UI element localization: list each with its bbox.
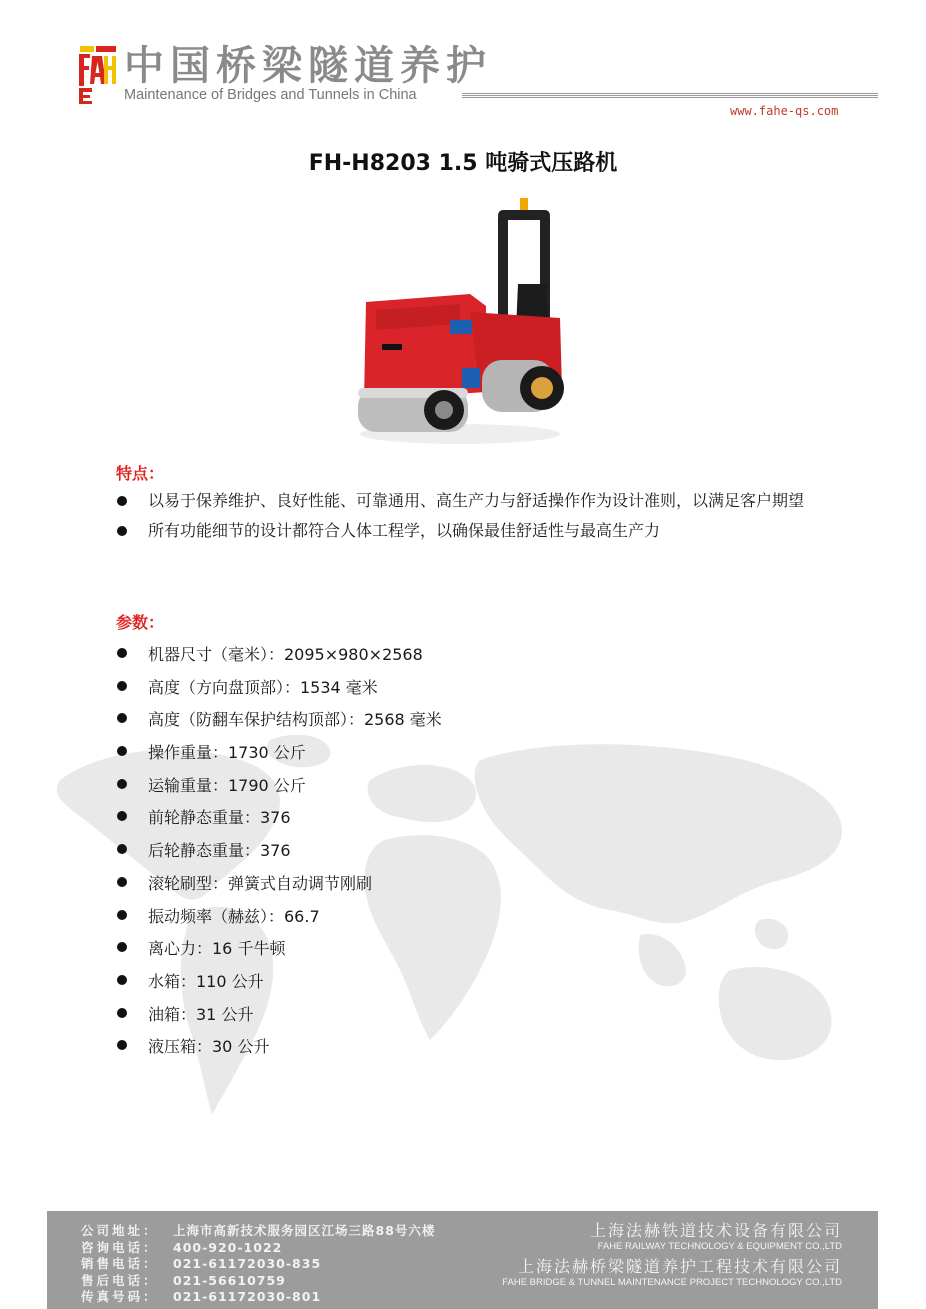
sales-row: 销售电话： 021-61172030-835	[81, 1256, 322, 1272]
header-divider	[462, 93, 878, 99]
road-roller-image	[350, 192, 570, 450]
company1-name-cn: 上海法赫铁道技术设备有限公司	[589, 1221, 842, 1240]
page-title: FH-H8203 1.5 吨骑式压路机	[308, 151, 618, 176]
param-item: 高度（方向盘顶部）：1534 毫米	[116, 672, 826, 705]
param-item: 振动频率（赫兹）：66.7	[116, 901, 826, 934]
company1-name-en: FAHE RAILWAY TECHNOLOGY & EQUIPMENT CO.,LTD	[597, 1241, 842, 1252]
company2-name-en: FAHE BRIDGE & TUNNEL MAINTENANCE PROJECT TECHNOLOGY CO.,LTD	[502, 1277, 842, 1288]
fax-number: 021-61172030-801	[173, 1289, 322, 1305]
param-item: 操作重量：1730 公斤	[116, 737, 826, 770]
consult-row: 咨询电话： 400-920-1022	[81, 1239, 283, 1255]
fahe-logo	[76, 44, 120, 106]
param-item: 后轮静态重量：376	[116, 835, 826, 868]
features-label: 特点：	[116, 464, 165, 483]
param-item: 机器尺寸（毫米）：2095×980×2568	[116, 639, 826, 672]
website-url[interactable]: www.fahe-qs.com	[730, 104, 839, 118]
param-item: 前轮静态重量：376	[116, 802, 826, 835]
consult-phone: 400-920-1022	[173, 1239, 283, 1255]
param-item: 水箱：110 公升	[116, 966, 826, 999]
features-list	[116, 487, 826, 547]
feature-item: 以易于保养维护、良好性能、可靠通用、高生产力与舒适操作作为设计准则，以满足客户期望	[116, 487, 826, 515]
param-item: 运输重量：1790 公斤	[116, 770, 826, 803]
param-item: 高度（防翻车保护结构顶部）：2568 毫米	[116, 704, 826, 737]
param-item: 离心力：16 千牛顿	[116, 933, 826, 966]
params-label: 参数：	[116, 613, 165, 632]
logo-title-chinese: 中国桥梁隧道养护	[124, 43, 492, 89]
logo-title-english: Maintenance of Bridges and Tunnels in China	[124, 87, 417, 103]
param-item: 液压箱：30 公升	[116, 1031, 826, 1064]
address-row: 公司地址： 上海市高新技术服务园区江场三路88号六楼	[81, 1223, 436, 1238]
contact-info	[81, 1223, 435, 1306]
service-row: 售后电话： 021-56610759	[81, 1272, 286, 1288]
footer	[47, 1211, 878, 1309]
fax-row: 传真号码： 021-61172030-801	[81, 1289, 322, 1305]
company2-name-cn: 上海法赫桥梁隧道养护工程技术有限公司	[517, 1257, 842, 1276]
feature-item: 所有功能细节的设计都符合人体工程学，以确保最佳舒适性与最高生产力	[116, 517, 826, 545]
address-value: 上海市高新技术服务园区江场三路88号六楼	[173, 1223, 436, 1238]
service-phone: 021-56610759	[173, 1272, 286, 1288]
param-item: 滚轮刷型：弹簧式自动调节刚刷	[116, 868, 826, 901]
param-item: 油箱：31 公升	[116, 999, 826, 1032]
sales-phone: 021-61172030-835	[173, 1256, 322, 1272]
params-list	[116, 639, 826, 1064]
company-names	[502, 1221, 842, 1293]
